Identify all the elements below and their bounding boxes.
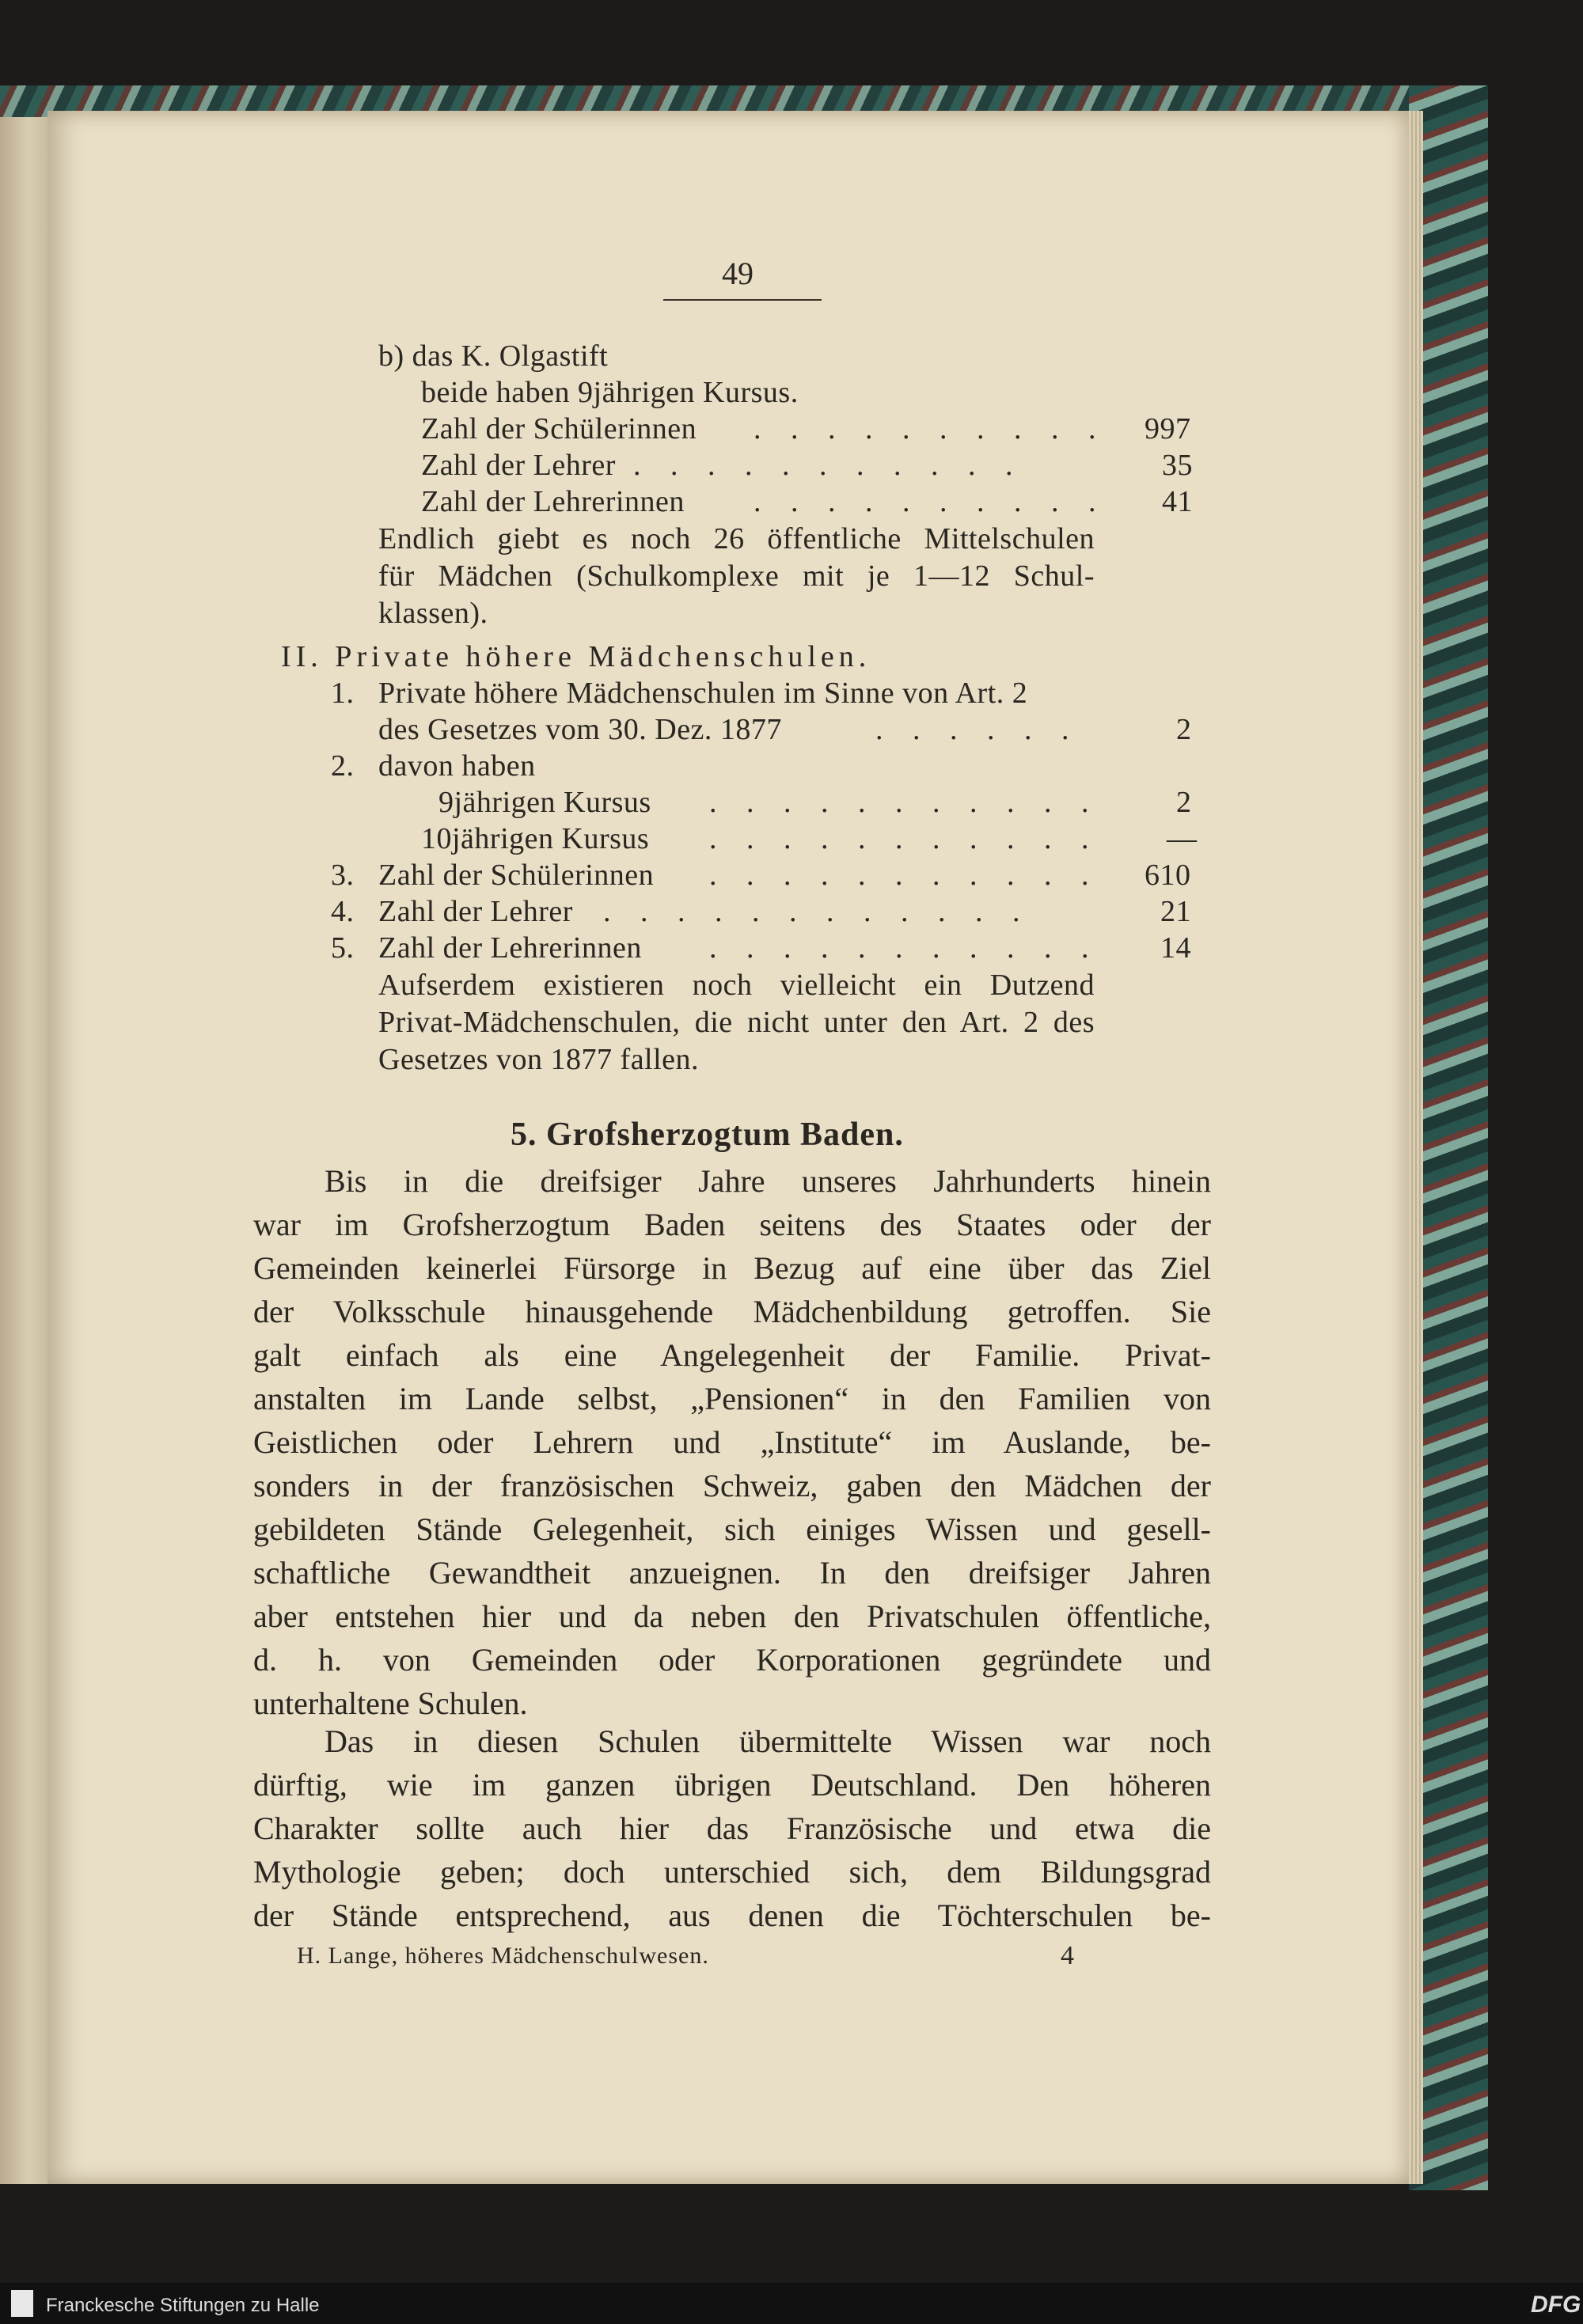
item-text: Zahl der Lehrer <box>378 895 573 928</box>
paragraph-line: Gemeinden keinerlei Fürsorge in Bezug auf eine über das Ziel <box>253 1250 1211 1286</box>
paragraph-line: aber entstehen hier und da neben den Privatschulen öffentliche, <box>253 1598 1211 1634</box>
list-b-row-value: 997 <box>1145 412 1191 445</box>
list-b-line2: beide haben 9jährigen Kursus. <box>421 376 799 409</box>
previous-page-edge <box>0 95 47 2184</box>
page-stack-edge <box>1409 111 1423 2184</box>
list-b-row-label: Zahl der Lehrer <box>421 449 616 482</box>
paragraph-line: der Volksschule hinausgehende Mädchenbildung getroffen. Sie <box>253 1294 1211 1329</box>
item-number: 2. <box>331 749 355 783</box>
item-value: 21 <box>1160 895 1191 928</box>
paragraph-line: schaftliche Gewandtheit anzueignen. In den dreifsiger Jahren <box>253 1555 1211 1590</box>
list-b-title: b) das K. Olgastift <box>378 339 609 373</box>
paragraph-line: Charakter sollte auch hier das Französische und etwa die <box>253 1810 1211 1846</box>
list-b-row-dots: . . . . . . . . . . <box>754 485 1107 518</box>
signature-line: H. Lange, höheres Mädchenschulwesen. <box>297 1943 709 1969</box>
note-line: für Mädchen (Schulkomplexe mit je 1—12 Schul- <box>378 559 1095 593</box>
list-b-row-label: Zahl der Schülerinnen <box>421 412 697 445</box>
item-dots: . . . . . . . . . . . <box>709 786 1100 819</box>
section-heading: 5. Grofsherzogtum Baden. <box>511 1117 904 1153</box>
list-b-row-dots: . . . . . . . . . . . <box>633 449 1024 482</box>
item-text: 9jährigen Kursus <box>438 786 651 819</box>
item-number: 3. <box>331 859 355 892</box>
list-b-row-dots: . . . . . . . . . . <box>754 412 1107 445</box>
item-dots: . . . . . . <box>875 713 1080 746</box>
item-dots: . . . . . . . . . . . <box>709 822 1100 855</box>
item-value: 610 <box>1145 859 1191 892</box>
note-line: Aufserdem existieren noch vielleicht ein Dutzend <box>378 969 1095 1002</box>
item-dots: . . . . . . . . . . . <box>709 859 1100 892</box>
body-paragraph <box>253 1159 1211 1725</box>
body-paragraph <box>253 1719 1211 1937</box>
paragraph-line: sonders in der französischen Schweiz, gaben den Mädchen der <box>253 1468 1211 1503</box>
paragraph-line: Bis in die dreifsiger Jahre unseres Jahrhunderts hinein <box>325 1163 1211 1199</box>
item-number: 4. <box>331 895 355 928</box>
paragraph-line: galt einfach als eine Angelegenheit der Familie. Privat- <box>253 1337 1211 1373</box>
item-value: 2 <box>1176 786 1192 819</box>
item-value: — <box>1167 822 1198 855</box>
paragraph-line: Geistlichen oder Lehrern und „Institute“ im Auslande, be- <box>253 1424 1211 1460</box>
paragraph-line: d. h. von Gemeinden oder Korporationen gegründete und <box>253 1642 1211 1678</box>
paragraph-line: dürftig, wie im ganzen übrigen Deutschland. Den höheren <box>253 1767 1211 1803</box>
paragraph-line: Das in diesen Schulen übermittelte Wissen war noch <box>325 1723 1211 1759</box>
page-number: 49 <box>722 256 754 291</box>
section-ii-note <box>378 967 1095 1079</box>
note-line: Endlich giebt es noch 26 öffentliche Mittelschulen <box>378 522 1095 555</box>
item-dots: . . . . . . . . . . . . <box>603 895 1031 928</box>
item-text: davon haben <box>378 749 536 783</box>
note-line: klassen). <box>378 597 488 630</box>
list-b-row-label: Zahl der Lehrerinnen <box>421 485 685 518</box>
item-number: 5. <box>331 931 355 965</box>
item-text: Zahl der Lehrerinnen <box>378 931 642 965</box>
section-ii-title: II. Private höhere Mädchenschulen. <box>281 640 871 673</box>
item-value: 14 <box>1160 931 1191 965</box>
page-number-rule <box>663 299 822 301</box>
signature-number: 4 <box>1061 1941 1074 1970</box>
institution-label: Franckesche Stiftungen zu Halle <box>46 2295 320 2316</box>
paragraph-line: der Stände entsprechend, aus denen die Töchterschulen be- <box>253 1897 1211 1933</box>
paragraph-line: gebildeten Stände Gelegenheit, sich einiges Wissen und gesell- <box>253 1511 1211 1547</box>
paragraph-line: unterhaltene Schulen. <box>253 1685 528 1721</box>
paragraph-line: war im Grofsherzogtum Baden seitens des Staates oder der <box>253 1207 1211 1242</box>
institution-logo-icon <box>11 2290 33 2317</box>
item-dots: . . . . . . . . . . . <box>709 931 1100 965</box>
item-text: 10jährigen Kursus <box>421 822 650 855</box>
item-value: 2 <box>1176 713 1192 746</box>
paragraph-line: Mythologie geben; doch unterschied sich, dem Bildungsgrad <box>253 1854 1211 1890</box>
list-b-note <box>378 521 1095 632</box>
item-text: des Gesetzes vom 30. Dez. 1877 <box>378 713 782 746</box>
item-text: Private höhere Mädchenschulen im Sinne von Art. 2 <box>378 677 1028 710</box>
list-b-row-value: 35 <box>1162 449 1193 482</box>
list-b-row-value: 41 <box>1162 485 1193 518</box>
paragraph-line: anstalten im Lande selbst, „Pensionen“ in den Familien von <box>253 1381 1211 1416</box>
note-line: Gesetzes von 1877 fallen. <box>378 1043 700 1076</box>
item-text: Zahl der Schülerinnen <box>378 859 655 892</box>
note-line: Privat-Mädchenschulen, die nicht unter den Art. 2 des <box>378 1006 1095 1039</box>
dfg-logo: DFG <box>1531 2292 1581 2318</box>
item-number: 1. <box>331 677 355 710</box>
